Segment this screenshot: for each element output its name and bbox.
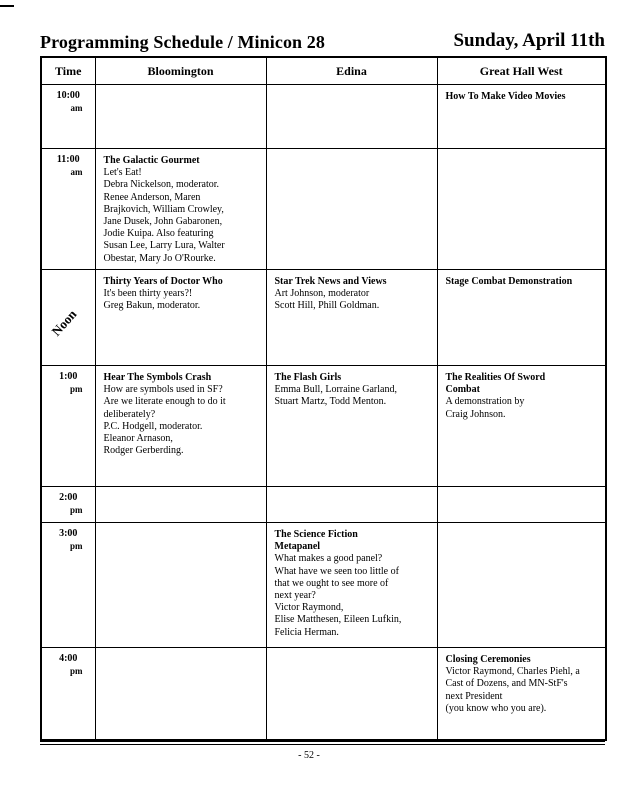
time-label: 4:00 (59, 653, 78, 664)
column-header-great-hall-west: Great Hall West (437, 57, 606, 85)
time-label: Noon (48, 306, 80, 339)
session-title: The Science Fiction Metapanel (274, 529, 358, 553)
ampm-label: pm (69, 666, 83, 677)
session-title: Hear The Symbols Crash (103, 372, 212, 383)
session-cell-bloomington (95, 270, 266, 366)
session-cell-great-hall-west (437, 149, 606, 270)
page-date: Sunday, April 11th (453, 30, 605, 51)
header-row (41, 57, 606, 85)
session-title: How To Make Video Movies (445, 91, 566, 102)
ampm-label: am (70, 167, 83, 178)
session-cell-edina (266, 149, 437, 270)
time-label: 11:00 (56, 154, 80, 165)
ampm-label: am (70, 103, 83, 114)
session-title: The Galactic Gourmet (103, 155, 200, 166)
session-title: Closing Ceremonies (445, 654, 531, 665)
column-header-time: Time (41, 57, 95, 85)
session-cell-great-hall-west (437, 85, 606, 149)
session-title: Star Trek News and Views (274, 276, 387, 287)
session-cell-edina (266, 270, 437, 366)
session-cell-great-hall-west (437, 487, 606, 523)
session-details: Victor Raymond, Charles Piehl, a Cast of Dozens, and MN-StF's next President (you know who you are). (445, 666, 580, 714)
time-label: 10:00 (56, 90, 80, 101)
table-row (41, 85, 606, 149)
session-cell-great-hall-west (437, 270, 606, 366)
session-cell-edina (266, 523, 437, 648)
time-cell (41, 487, 95, 523)
session-cell-edina (266, 648, 437, 740)
session-title: Thirty Years of Doctor Who (103, 276, 223, 287)
time-cell (41, 270, 95, 366)
session-details: A demonstration by Craig Johnson. (445, 396, 525, 420)
session-details: How are symbols used in SF? Are we literate enough to do it deliberately? P.C. Hodgell, moderator. Eleanor Arnason, Rodger Gerberding. (103, 384, 226, 457)
table-row (41, 487, 606, 523)
session-cell-great-hall-west (437, 523, 606, 648)
time-cell (41, 149, 95, 270)
column-header-bloomington: Bloomington (95, 57, 266, 85)
time-label: 1:00 (59, 371, 78, 382)
time-label: 3:00 (59, 528, 78, 539)
session-cell-bloomington (95, 149, 266, 270)
session-details: Let's Eat! Debra Nickelson, moderator. Renee Anderson, Maren Brajkovich, William Crowley, Jane Dusek, John Gabaronen, Jodie Kuipa. Also featuring Susan Lee, Larry Lura, Walter Obestar, Mary Jo O'Rourke. (103, 167, 225, 264)
footer-rule-thin (40, 744, 605, 745)
ampm-label: pm (69, 505, 83, 516)
session-title: The Flash Girls (274, 372, 342, 383)
ampm-label: pm (69, 541, 83, 552)
session-cell-bloomington (95, 648, 266, 740)
session-cell-bloomington (95, 523, 266, 648)
time-cell (41, 85, 95, 149)
session-cell-great-hall-west (437, 648, 606, 740)
table-row (41, 648, 606, 740)
session-cell-bloomington (95, 85, 266, 149)
session-cell-edina (266, 366, 437, 487)
page-number: - 52 - (298, 750, 320, 761)
session-title: Stage Combat Demonstration (445, 276, 573, 287)
session-cell-bloomington (95, 366, 266, 487)
time-label: 2:00 (59, 492, 78, 503)
session-cell-edina (266, 487, 437, 523)
table-row (41, 270, 606, 366)
corner-mark (0, 5, 14, 7)
session-cell-bloomington (95, 487, 266, 523)
page-title: Programming Schedule / Minicon 28 (40, 32, 325, 52)
session-title: The Realities Of Sword Combat (445, 372, 546, 396)
session-cell-edina (266, 85, 437, 149)
schedule-table (40, 56, 607, 741)
session-details: What makes a good panel? What have we seen too little of that we ought to see more of next year? Victor Raymond, Elise Matthesen, Eileen Lufkin, Felicia Herman. (274, 553, 402, 638)
table-row (41, 523, 606, 648)
footer-rule (40, 739, 605, 742)
session-details: Emma Bull, Lorraine Garland, Stuart Martz, Todd Menton. (274, 384, 397, 408)
session-details: It's been thirty years?! Greg Bakun, moderator. (103, 288, 201, 312)
time-cell (41, 523, 95, 648)
column-header-edina: Edina (266, 57, 437, 85)
table-row (41, 149, 606, 270)
session-cell-great-hall-west (437, 366, 606, 487)
time-cell (41, 366, 95, 487)
table-row (41, 366, 606, 487)
time-cell (41, 648, 95, 740)
session-details: Art Johnson, moderator Scott Hill, Phill Goldman. (274, 288, 380, 312)
ampm-label: pm (69, 384, 83, 395)
